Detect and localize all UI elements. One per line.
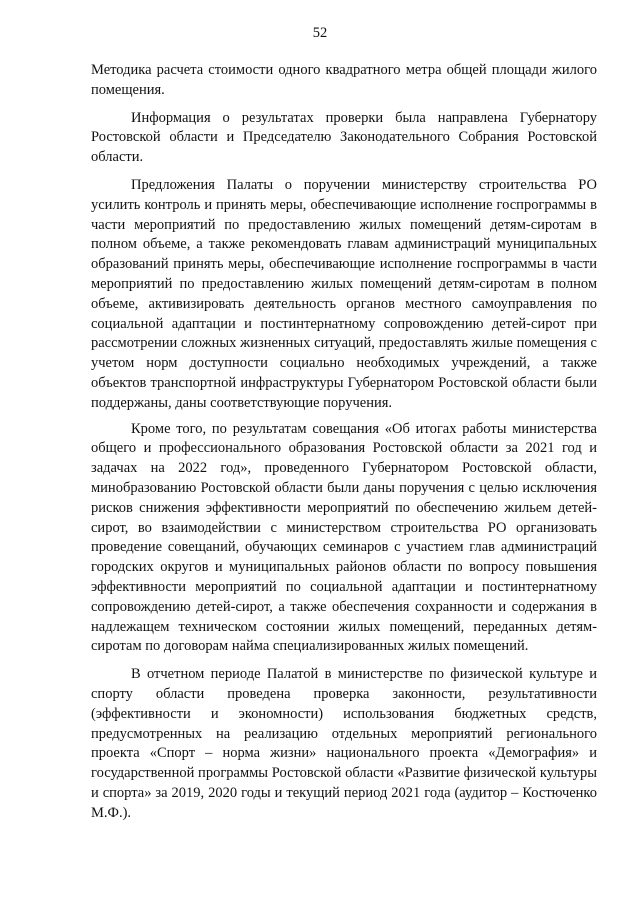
paragraph-sport-audit: В отчетном периоде Палатой в министерстве по физической культуре и спорту области проведена проверка законности, результативности (эффективности и экономности) использования бюджетных средств, предусмотренных на реализацию отдельных мероприятий регионального проекта «Спорт – норма жизни» национального проекта «Демография» и государственной программы Ростовской области «Развитие физической культуры и спорта» за 2019, 2020 годы и текущий период 2021 года (аудитор – Костюченко М.Ф.).	[91, 666, 597, 821]
document-body	[91, 61, 597, 823]
paragraph-chamber-proposals: Предложения Палаты о поручении министерству строительства РО усилить контроль и принять меры, обеспечивающие исполнение госпрограммы в части мероприятий по предоставлению жилых помещений детям-сиротам в полном объеме, а также рекомендовать главам администраций муниципальных образований принять меры, обеспечивающие исполнение госпрограммы в части мероприятий по предоставлению жилых помещений детям-сиротам в полном объеме, активизировать деятельность органов местного самоуправления по социальной адаптации и постинтернатному сопровождению детей-сирот при рассмотрении сложных жизненных ситуаций, предоставлять жилые помещения с учетом норм доступности социально необходимых учреждений, а также объектов транспортной инфраструктуры Губернатором Ростовской области были поддержаны, даны соответствующие поручения.	[91, 176, 597, 411]
paragraph-method-continuation: Методика расчета стоимости одного квадратного метра общей площади жилого помещения.	[91, 62, 597, 98]
page-number: 52	[312, 25, 328, 41]
paragraph-results-sent: Информация о результатах проверки была направлена Губернатору Ростовской области и Председателю Законодательного Собрания Ростовской области.	[91, 109, 597, 166]
paragraph-meeting-results: Кроме того, по результатам совещания «Об итогах работы министерства общего и профессионального образования Ростовской области за 2021 год и задачах на 2022 год», проведенного Губернатором Ростовской области, минобразованию Ростовской области были даны поручения с целью исключения рисков снижения эффективности мероприятий по обеспечению жильем детей-сирот, во взаимодействии с министерством строительства РО организовать проведение совещаний, обучающих семинаров с участием глав администраций городских округов и муниципальных районов области по вопросу повышения эффективности мероприятий по социальной адаптации и постинтернатному сопровождению детей-сирот, а также обеспечения сохранности и содержания в надлежащем техническом состоянии жилых помещений, переданных детям-сиротам по договорам найма специализированных жилых помещений.	[91, 420, 597, 655]
